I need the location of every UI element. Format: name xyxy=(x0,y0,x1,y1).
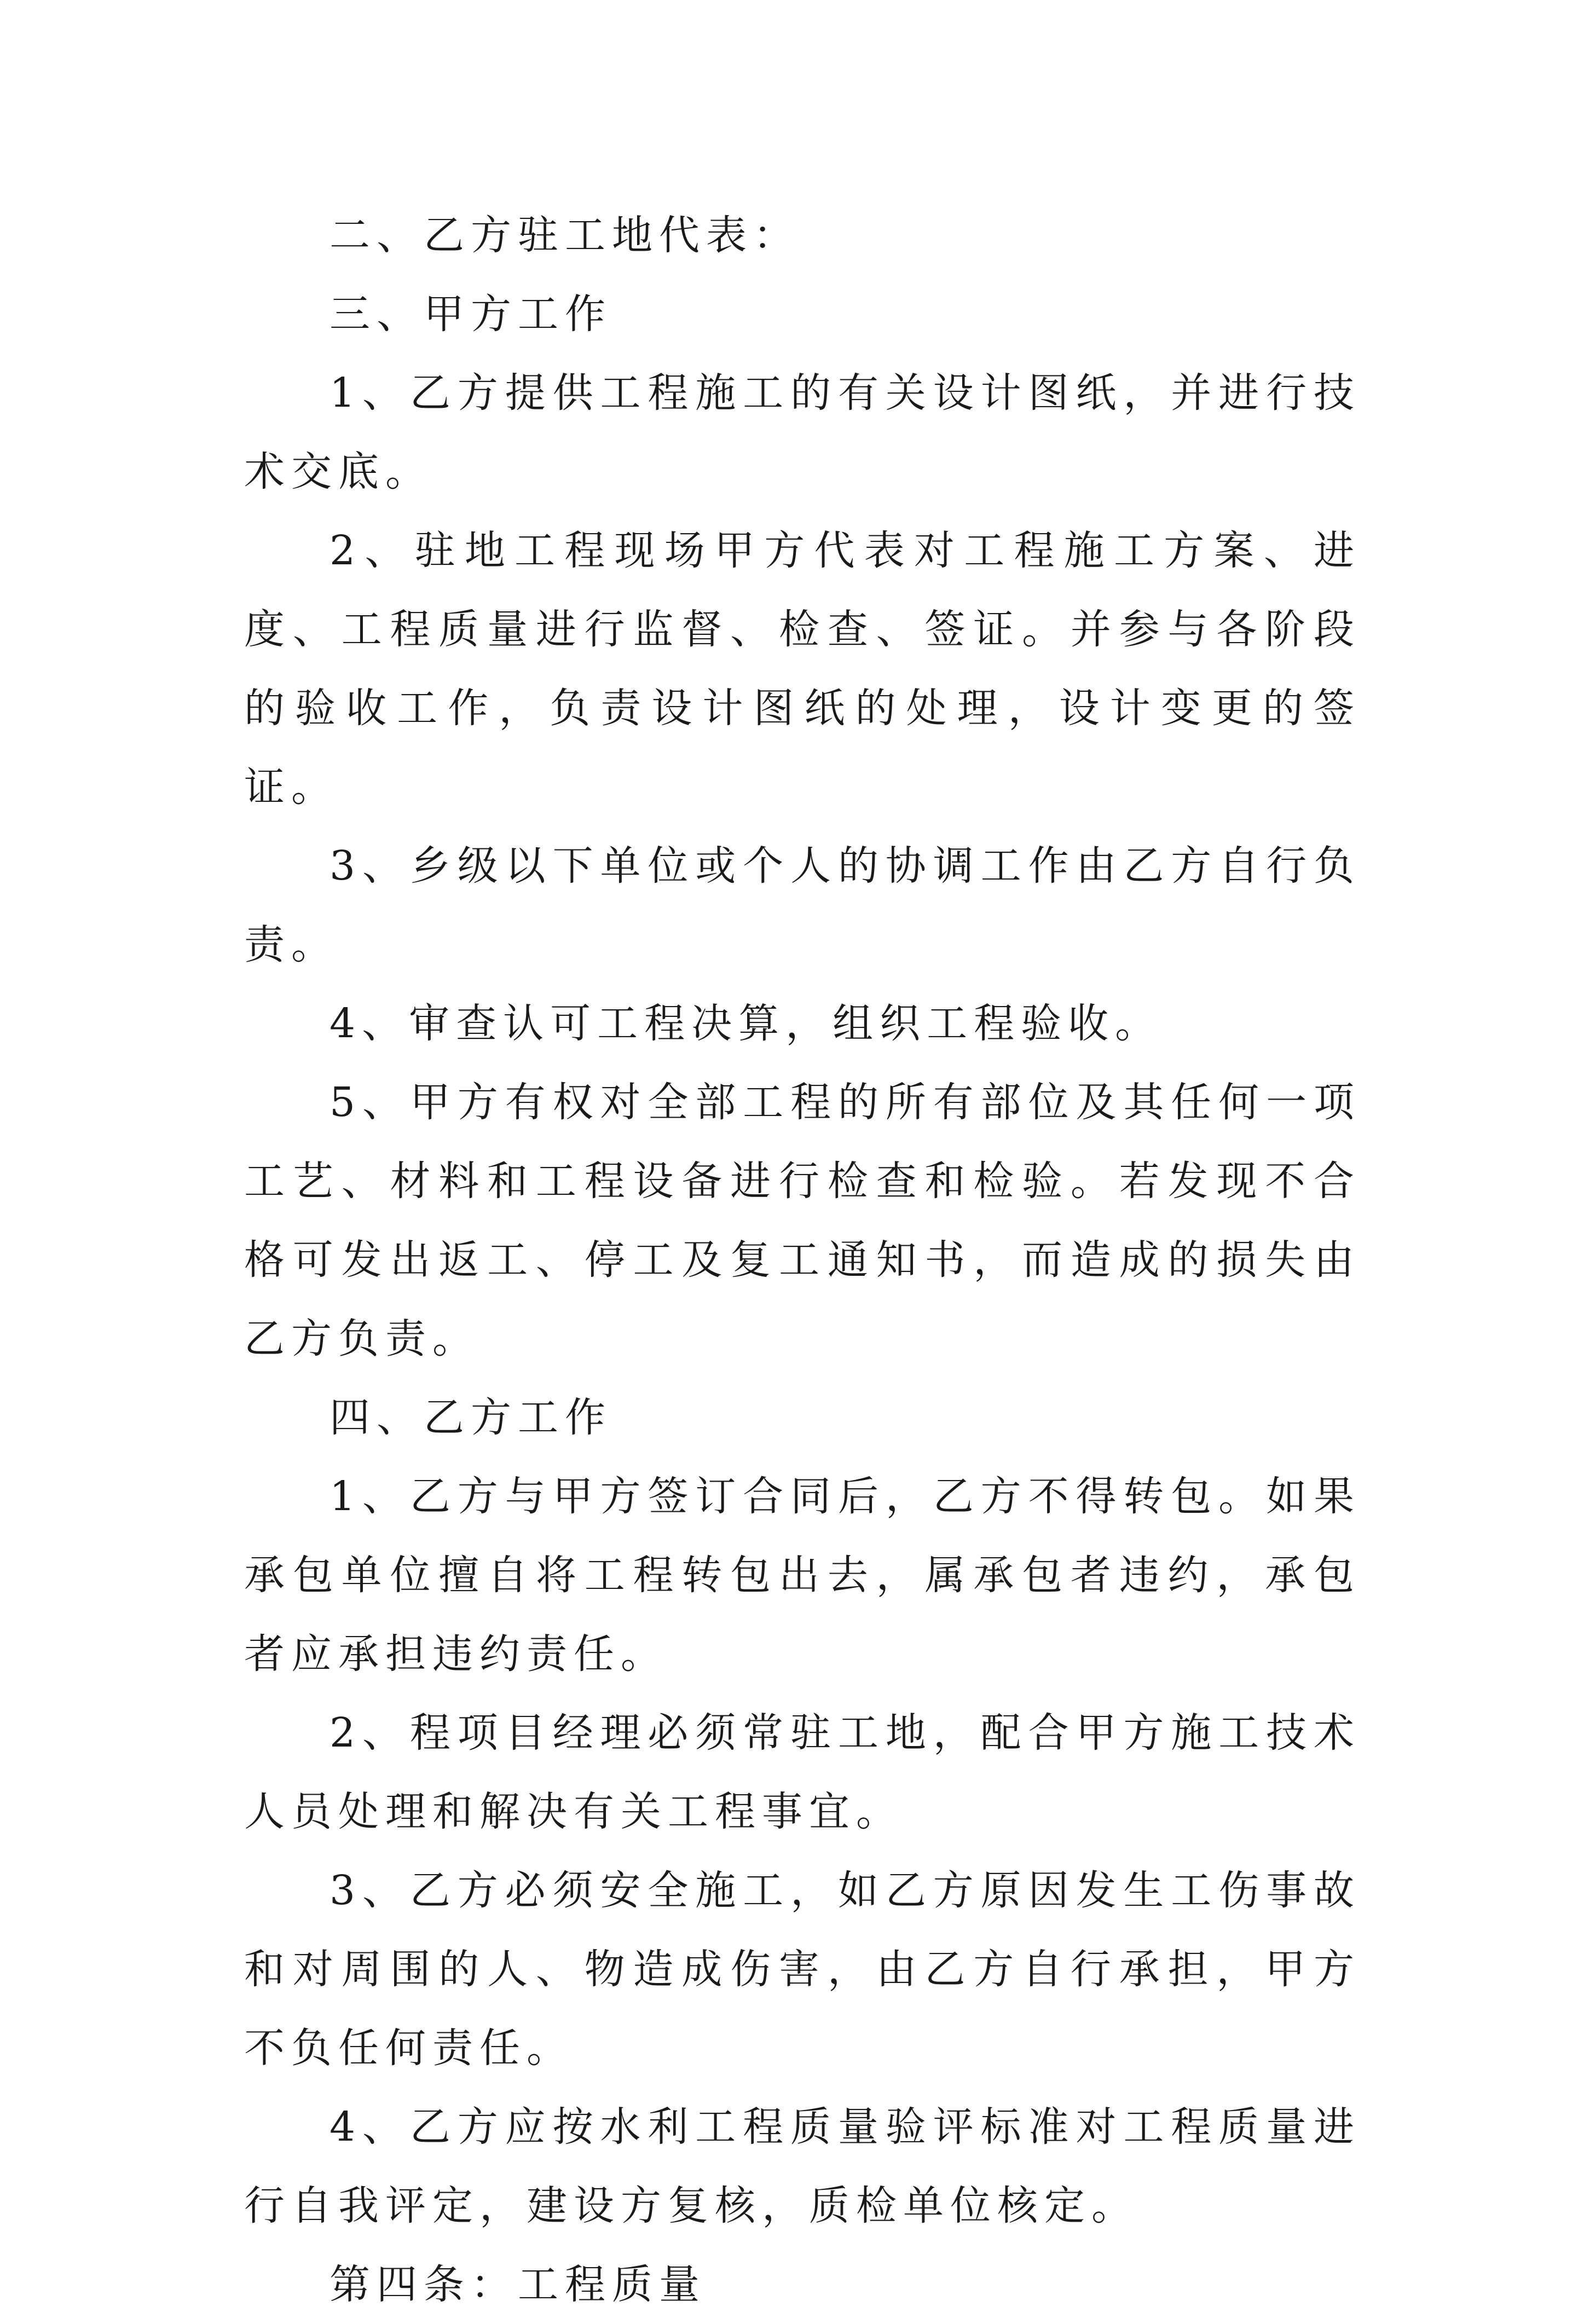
paragraph-a-5: 5、甲方有权对全部工程的所有部位及其任何一项工艺、材料和工程设备进行检查和检验。若发现不合格可发出返工、停工及复工通知书，而造成的损失由乙方负责。 xyxy=(244,1079,1361,1362)
heading-article-4: 第四条：工程质量 xyxy=(329,2261,706,2308)
paragraph-b-3: 3、乙方必须安全施工，如乙方原因发生工伤事故和对周围的人、物造成伤害，由乙方自行承担，甲方不负任何责任。 xyxy=(244,1867,1361,2072)
heading-party-b-duties: 四、乙方工作 xyxy=(329,1394,612,1441)
paragraph-b-4: 4、乙方应按水利工程质量验评标准对工程质量进行自我评定，建设方复核，质检单位核定。 xyxy=(244,2103,1361,2229)
paragraph-a-2: 2、驻地工程现场甲方代表对工程施工方案、进度、工程质量进行监督、检查、签证。并参与各阶段的验收工作，负责设计图纸的处理，设计变更的签证。 xyxy=(244,527,1361,811)
paragraph-b-2: 2、程项目经理必须常驻工地，配合甲方施工技术人员处理和解决有关工程事宜。 xyxy=(244,1709,1361,1835)
paragraph-site-representative: 二、乙方驻工地代表： xyxy=(329,212,800,259)
paragraph-a-1: 1、乙方提供工程施工的有关设计图纸，并进行技术交底。 xyxy=(244,369,1361,495)
paragraph-a-3: 3、乡级以下单位或个人的协调工作由乙方自行负责。 xyxy=(244,842,1361,968)
paragraph-b-1: 1、乙方与甲方签订合同后，乙方不得转包。如果承包单位擅自将工程转包出去，属承包者违约，承包者应承担违约责任。 xyxy=(244,1473,1361,1678)
heading-party-a-duties: 三、甲方工作 xyxy=(329,291,612,338)
document-body xyxy=(244,196,1361,2324)
paragraph-a-4: 4、审查认可工程决算，组织工程验收。 xyxy=(329,1000,1163,1047)
